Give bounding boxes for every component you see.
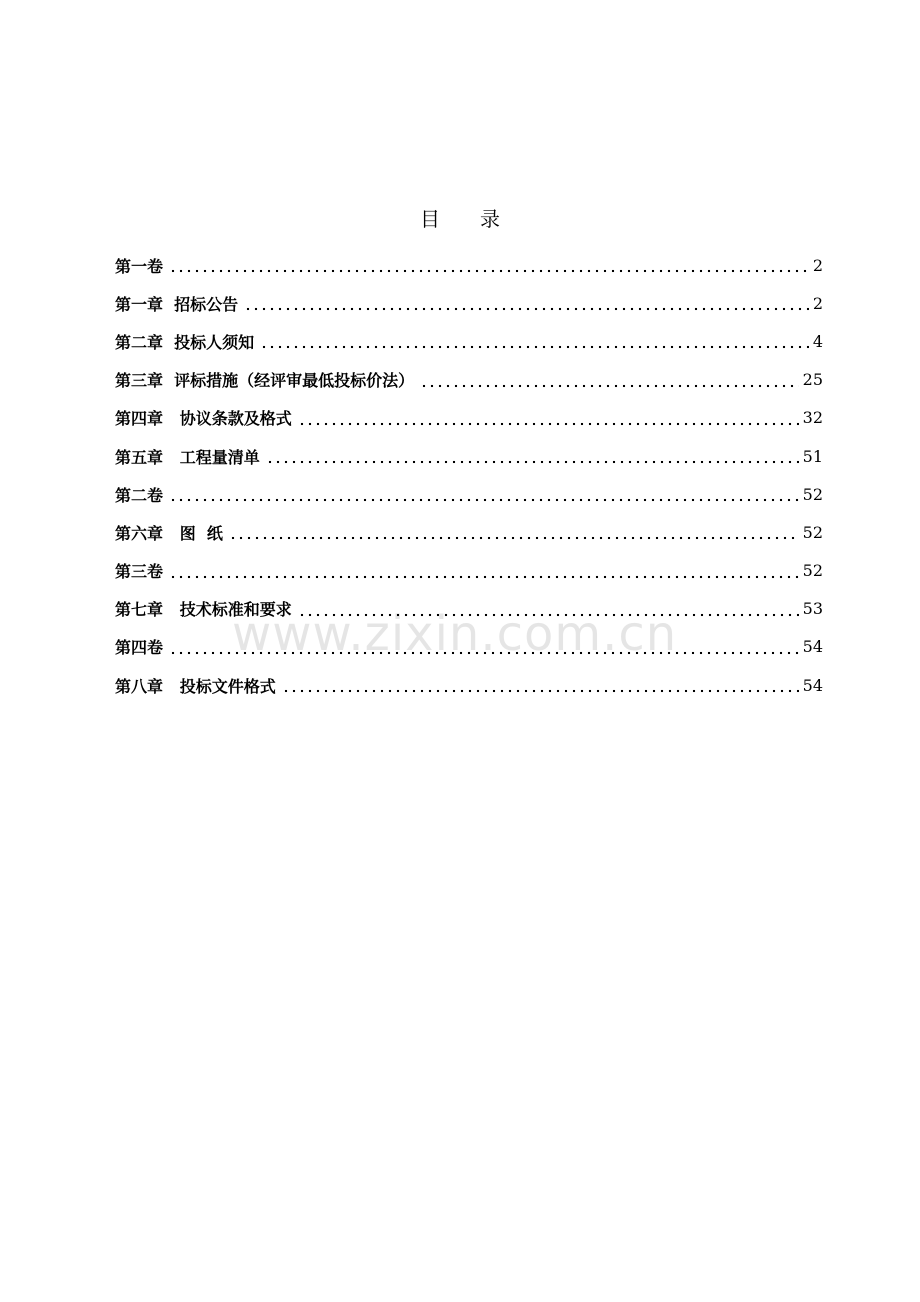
toc-entry-label: 第四卷 [115,638,164,658]
toc-entry-label: 第三卷 [115,562,164,582]
toc-entry-label: 第二卷 [115,485,164,505]
toc-entry-page: 51 [802,446,823,466]
toc-entry-label: 第八章 投标文件格式 [115,676,276,696]
toc-entry-label: 第四章 协议条款及格式 [115,409,292,429]
toc-entry[interactable] [115,246,823,284]
dot-leader [420,372,798,388]
toc-entry[interactable] [115,399,823,437]
toc-title: 目 录 [420,207,500,231]
dot-leader [298,410,799,426]
toc-entry-label: 第七章 技术标准和要求 [115,600,292,620]
toc-entry[interactable] [115,666,823,704]
toc-entry[interactable] [115,628,823,666]
toc-entry-page: 54 [802,675,823,695]
toc-entry[interactable] [115,437,823,475]
dot-leader [169,486,799,502]
toc-entry-page: 53 [802,599,823,619]
toc-entry-label: 第一章 招标公告 [115,294,239,314]
toc-entry-page: 54 [802,637,823,657]
toc-entry[interactable] [115,590,823,628]
dot-leader [169,257,809,273]
toc-entry-page: 2 [812,255,823,275]
toc-entry-label: 第三章 评标措施（经评审最低投标价法） [115,371,415,391]
toc-entry[interactable] [115,552,823,590]
toc-entry-page: 52 [802,561,823,581]
toc-entry-page: 32 [802,408,823,428]
dot-leader [229,524,799,540]
toc-entry-page: 25 [802,370,823,390]
dot-leader [169,563,799,579]
dot-leader [244,295,809,311]
dot-leader [169,639,799,655]
toc-entry-page: 4 [812,331,823,351]
toc-entry-label: 第二章 投标人须知 [115,332,255,352]
toc-entry-label: 第五章 工程量清单 [115,447,260,467]
dot-leader [298,601,799,617]
toc-entry[interactable] [115,361,823,399]
toc-entry-page: 52 [802,522,823,542]
toc-entry-label: 第六章 图 纸 [115,523,223,543]
toc-entry-page: 52 [802,484,823,504]
toc-entry-page: 2 [812,293,823,313]
dot-leader [260,333,809,349]
dot-leader [266,448,799,464]
toc-list [115,246,823,704]
toc-entry[interactable] [115,513,823,551]
dot-leader [282,677,799,693]
watermark: www.zixin.com.cn [232,606,678,662]
toc-entry[interactable] [115,322,823,360]
toc-entry-label: 第一卷 [115,256,164,276]
toc-entry[interactable] [115,475,823,513]
toc-entry[interactable] [115,284,823,322]
